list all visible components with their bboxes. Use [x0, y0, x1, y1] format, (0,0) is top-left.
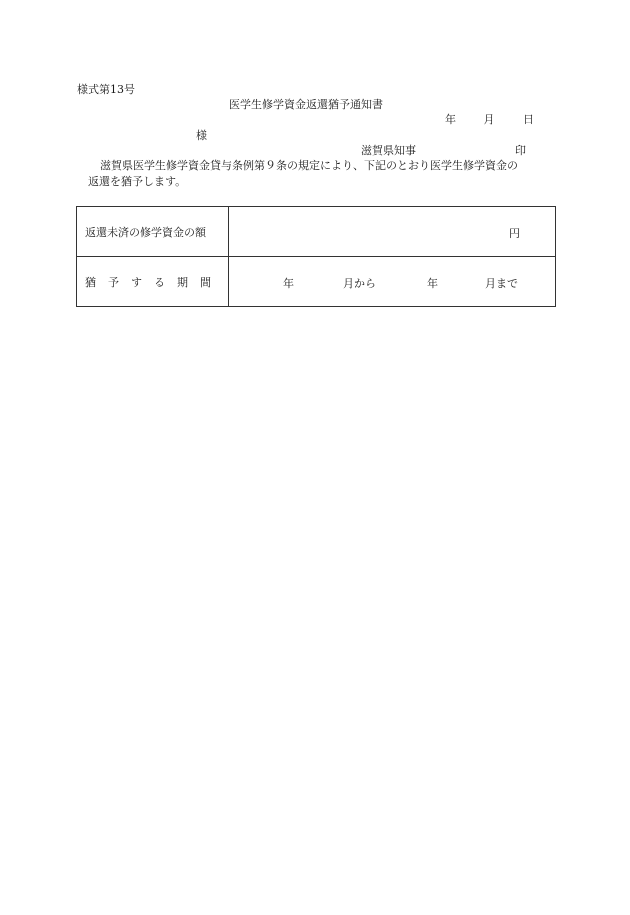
unpaid-amount-label: 返還未済の修学資金の額: [77, 207, 229, 257]
to-year: 年: [427, 277, 438, 290]
body-text-line-2: 返還を猶予します。: [88, 175, 187, 188]
form-number: 様式第13号: [77, 83, 135, 96]
info-table: [76, 206, 556, 307]
date-year: 年: [445, 113, 456, 126]
deferral-period-label-text: 猶予する期間: [85, 275, 223, 289]
document-title: 医学生修学資金返還猶予通知書: [229, 98, 383, 111]
table-row: [77, 257, 556, 307]
table-row: [77, 207, 556, 257]
addressee-suffix: 様: [196, 129, 207, 142]
yen-unit: 円: [509, 227, 520, 240]
to-month: 月まで: [485, 277, 518, 290]
from-month: 月から: [343, 277, 376, 290]
date-line: [445, 113, 534, 126]
from-year: 年: [283, 277, 294, 290]
issuer-name: 滋賀県知事: [361, 144, 416, 157]
seal-mark: 印: [515, 144, 526, 157]
date-day: 日: [523, 113, 534, 126]
deferral-period-field[interactable]: [229, 257, 556, 307]
date-month: 月: [483, 113, 495, 126]
body-text-line-1: 滋賀県医学生修学資金貸与条例第９条の規定により、下記のとおり医学生修学資金の: [100, 159, 518, 172]
deferral-period-label: [77, 257, 229, 307]
unpaid-amount-field[interactable]: [229, 207, 556, 257]
